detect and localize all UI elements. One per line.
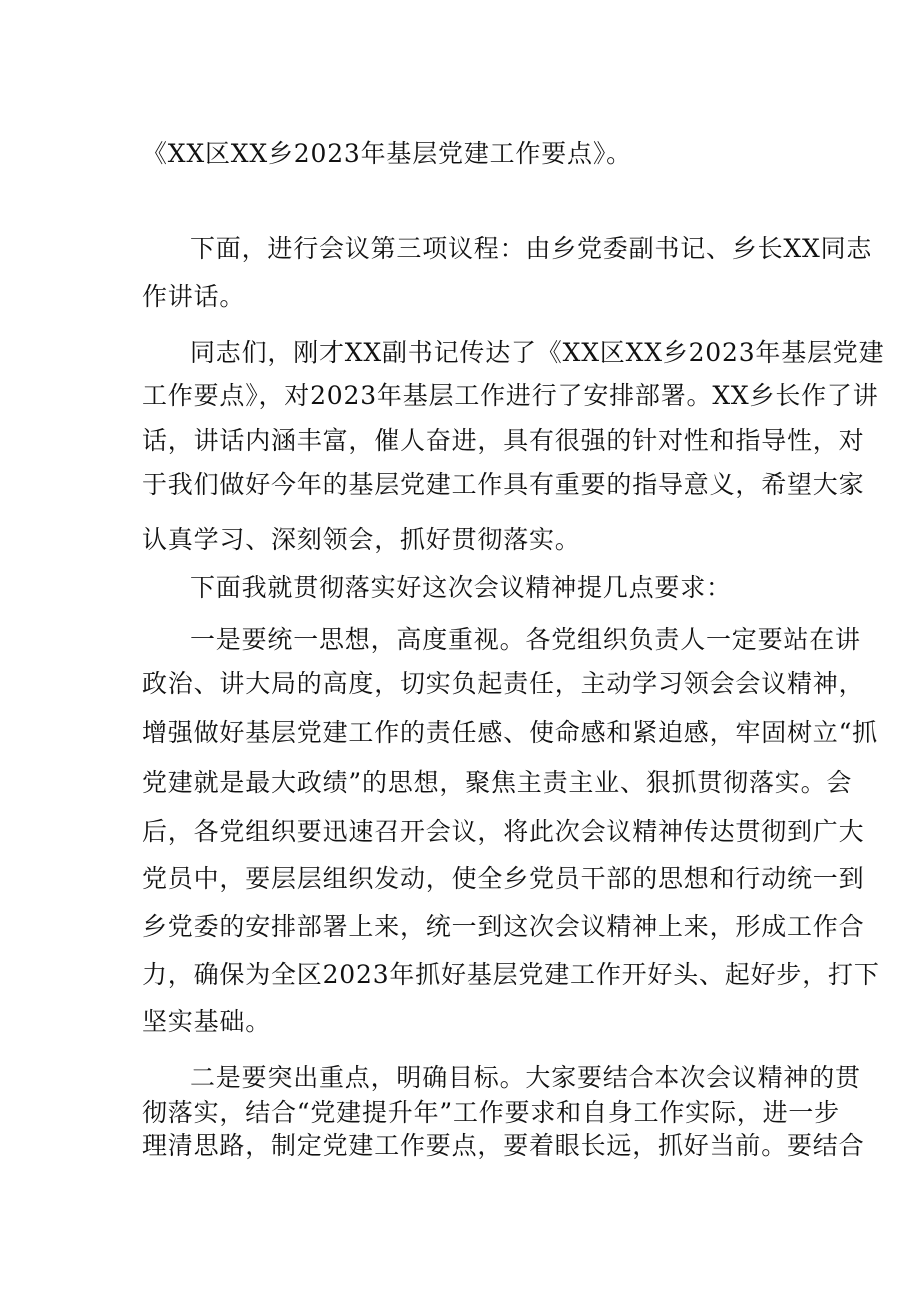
text-line: 理清思路，制定党建工作要点，要着眼长远，抓好当前。要结合 bbox=[142, 1131, 865, 1160]
text-line: 一是要统一思想，高度重视。各党组织负责人一定要站在讲 bbox=[190, 625, 861, 654]
text-line: 增强做好基层党建工作的责任感、使命感和紧迫感，牢固树立“抓 bbox=[142, 718, 878, 747]
text-line: 话，讲话内涵丰富，催人奋进，具有很强的针对性和指导性，对 bbox=[142, 426, 865, 455]
text-line: 《XX区XX乡2023年基层党建工作要点》。 bbox=[142, 139, 632, 168]
text-line: 力，确保为全区2023年抓好基层党建工作开好头、起好步，打下 bbox=[142, 960, 880, 989]
text-line: 工作要点》，对2023年基层工作进行了安排部署。XX乡长作了讲 bbox=[142, 381, 879, 410]
text-line: 作讲话。 bbox=[142, 282, 246, 311]
text-line: 后，各党组织要迅速召开会议，将此次会议精神传达贯彻到广大 bbox=[142, 817, 865, 846]
text-line: 同志们，刚才XX副书记传达了《XX区XX乡2023年基层党建 bbox=[190, 338, 885, 367]
text-line: 认真学习、深刻领会，抓好贯彻落实。 bbox=[142, 525, 581, 554]
text-line: 党建就是最大政绩”的思想，聚焦主责主业、狠抓贯彻落实。会 bbox=[142, 768, 853, 797]
text-line: 二是要突出重点，明确目标。大家要结合本次会议精神的贯 bbox=[190, 1063, 861, 1092]
text-line: 彻落实，结合“党建提升年”工作要求和自身工作实际，进一步 bbox=[142, 1098, 840, 1127]
text-line: 党员中，要层层组织发动，使全乡党员干部的思想和行动统一到 bbox=[142, 864, 865, 893]
text-line: 下面，进行会议第三项议程：由乡党委副书记、乡长XX同志 bbox=[190, 234, 873, 263]
text-line: 政治、讲大局的高度，切实负起责任，主动学习领会会议精神， bbox=[142, 669, 865, 698]
text-line: 于我们做好今年的基层党建工作具有重要的指导意义，希望大家 bbox=[142, 470, 865, 499]
text-line: 下面我就贯彻落实好这次会议精神提几点要求： bbox=[190, 573, 732, 602]
text-line: 坚实基础。 bbox=[142, 1007, 272, 1036]
text-line: 乡党委的安排部署上来，统一到这次会议精神上来，形成工作合 bbox=[142, 912, 865, 941]
